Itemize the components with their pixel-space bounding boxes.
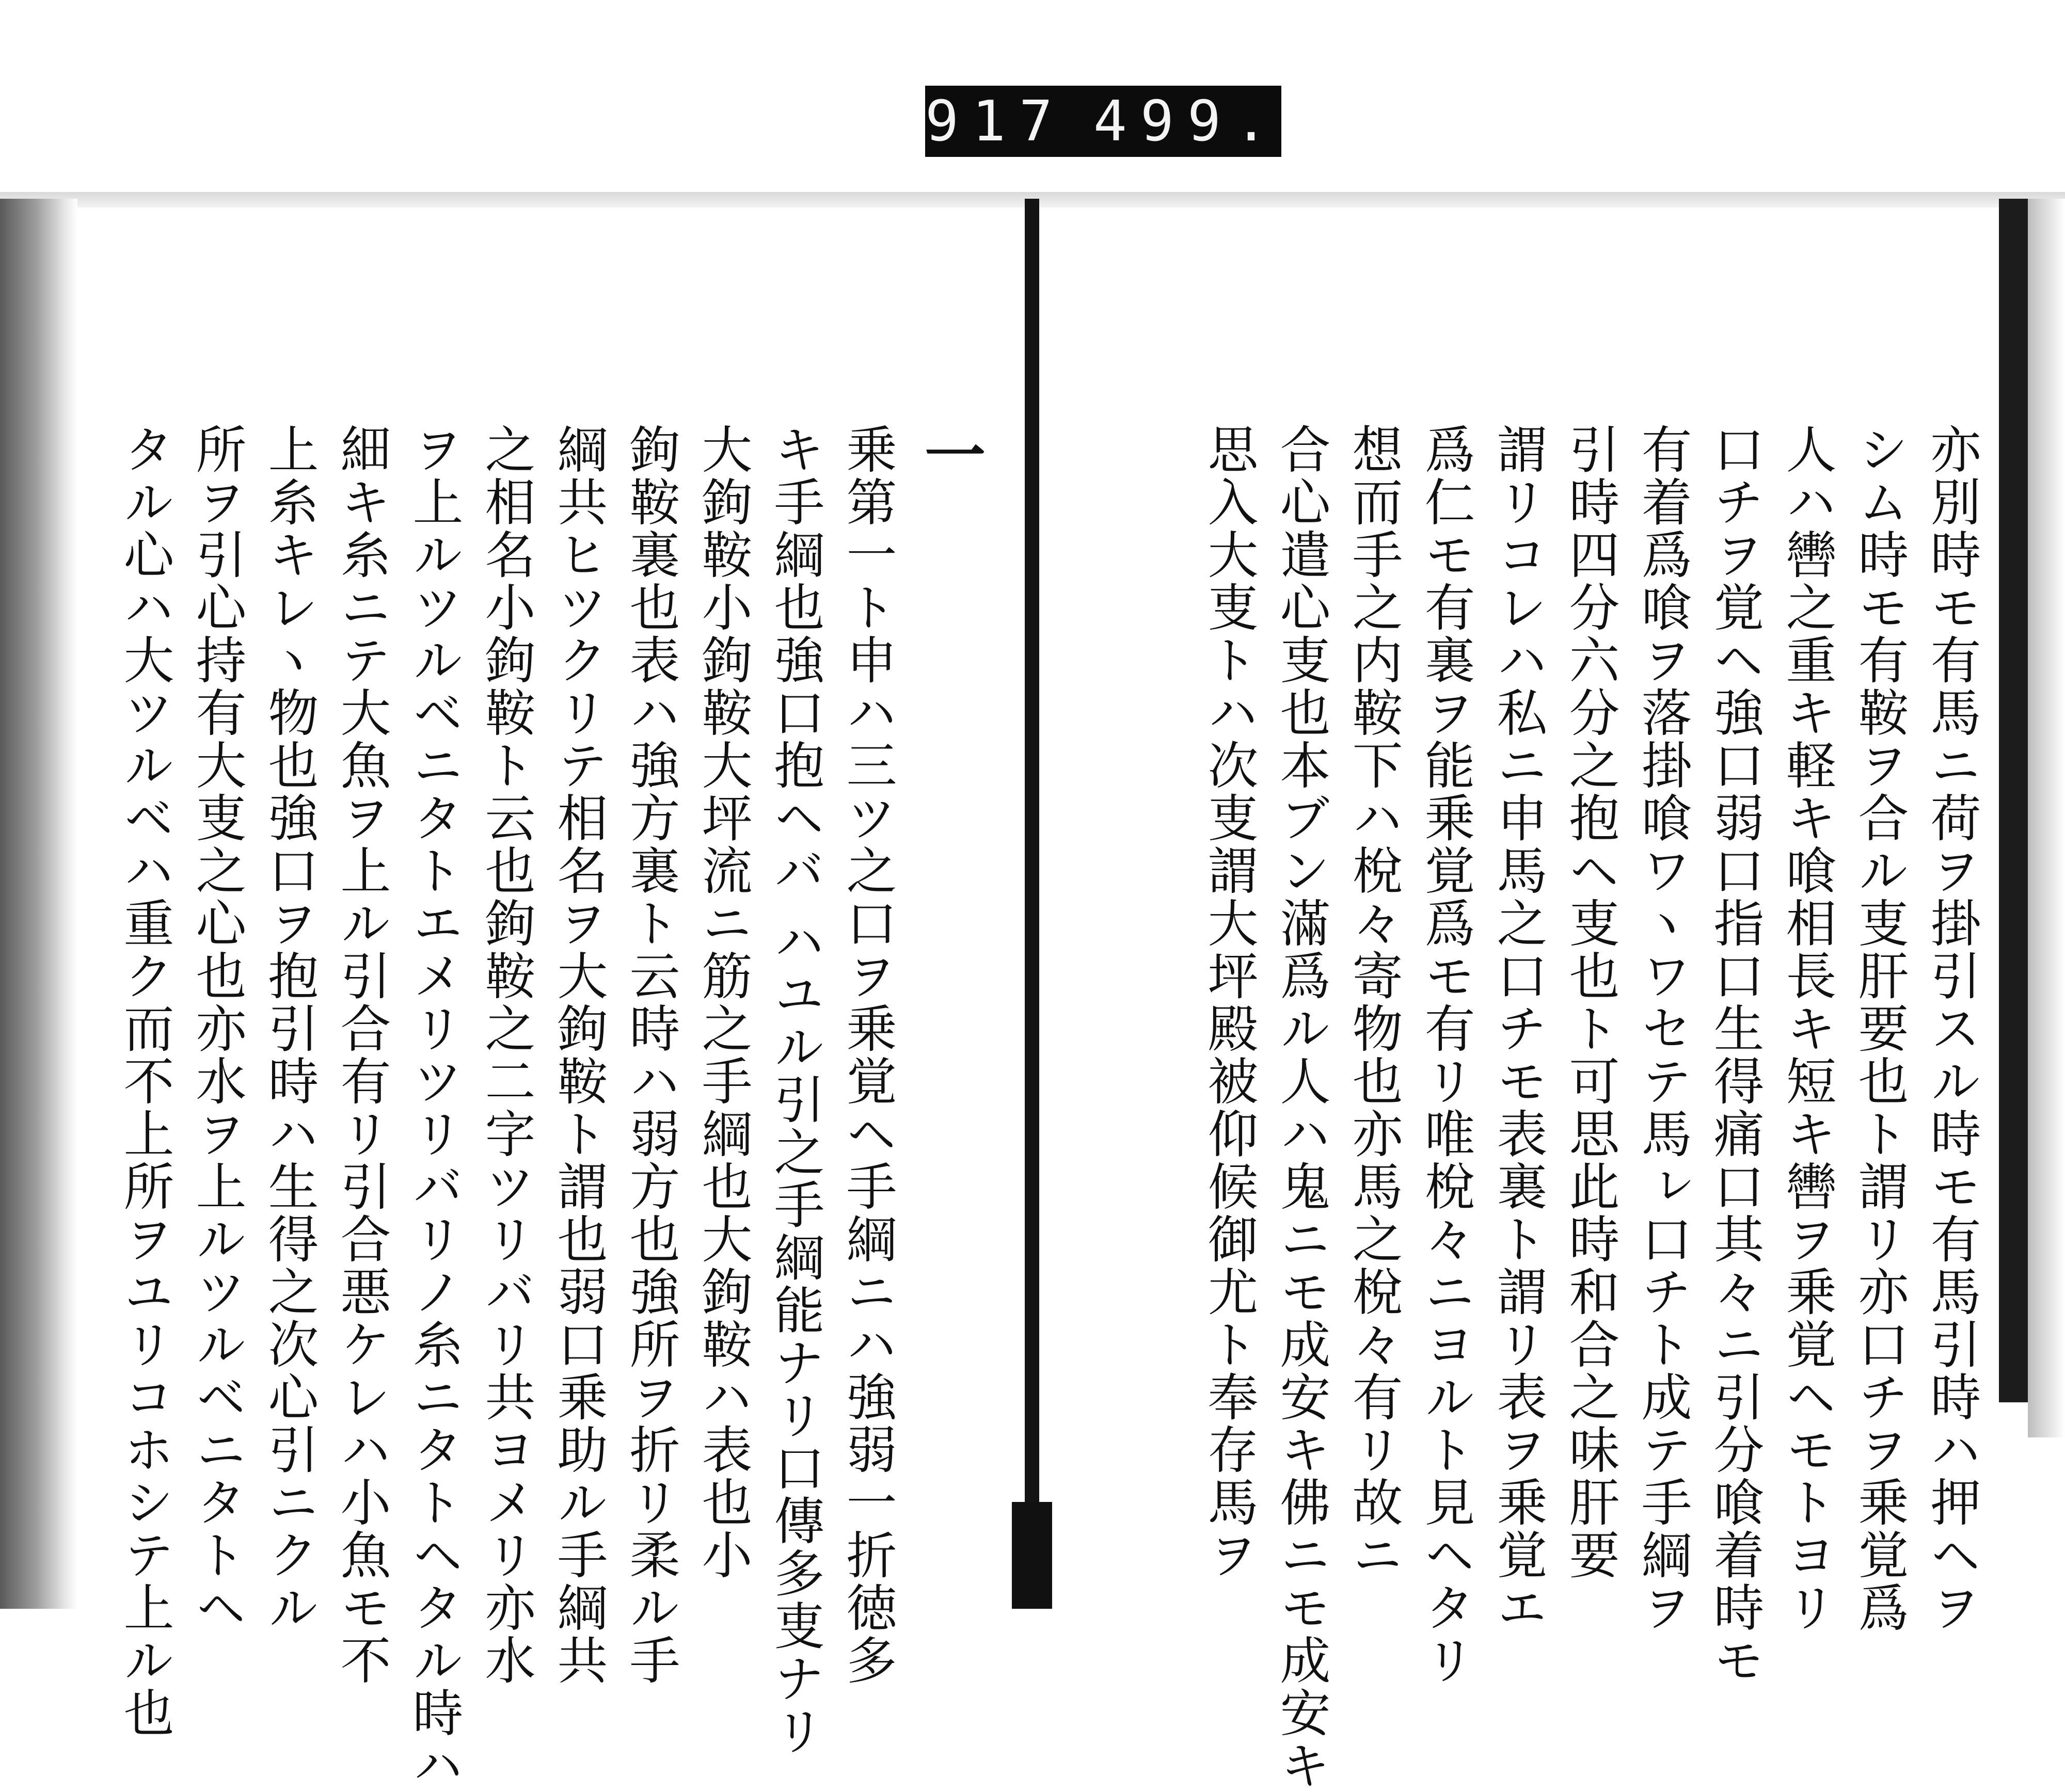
text-column: 所ヲ引心持有大叓之心也亦水ヲ上ルツルベニタトヘ <box>187 423 246 1634</box>
text-column: 鉤鞍裏也表ハ強方裏ト云時ハ弱方也強所ヲ折リ柔ル手 <box>621 423 680 1687</box>
text-column: 引時四分六分之抱ヘ叓也ト可思此時和合之味肝要 <box>1561 423 1619 1581</box>
reference-number-left: 917 <box>925 89 1067 154</box>
text-column: 人ハ轡之重キ軽キ喰相長キ短キ轡ヲ乗覚ヘモトヨリ <box>1777 423 1836 1634</box>
book-spine <box>1025 199 1039 1609</box>
text-column: 大鉤鞍小鉤鞍大坪流ニ筋之手綱也大鉤鞍ハ表也小 <box>693 423 752 1581</box>
text-column: 爲仁モ有裏ヲ能乗覚爲モ有リ唯梲々ニヨルト見ヘタリ <box>1416 423 1475 1687</box>
text-column: キ手綱也強口抱ヘバ ハユル引之手綱能ナリ口傳多叓ナリ <box>766 423 824 1758</box>
right-edge-fade <box>2028 199 2065 1437</box>
text-column: 口チヲ覚ヘ強口弱口指口生得痛口其々ニ引分喰着時モ <box>1705 423 1764 1687</box>
text-column: 合心遣心叓也本ブン滿爲ル人ハ鬼ニモ成安キ佛ニモ成安キ <box>1272 423 1330 1792</box>
text-column: 有着爲喰ヲ落掛喰ワヽワセテ馬ㇾ口チト成テ手綱ヲ <box>1633 423 1692 1634</box>
left-page-text <box>77 423 996 1792</box>
text-column: 細キ糸ニテ大魚ヲ上ル引合有リ引合悪ケレハ小魚モ不 <box>332 423 391 1687</box>
text-column: タル心ハ大ツルベハ重ク而不上所ヲユリコホシテ上ル也 <box>115 423 174 1739</box>
text-column: 綱共ヒツクリテ相名ヲ大鉤鞍ト謂也弱口乗助ル手綱共 <box>549 423 608 1687</box>
right-page-text <box>1089 423 1988 1792</box>
text-column: ヲ上ルツルベニタトエメリツリバリノ糸ニタトヘタル時ハ <box>404 423 463 1792</box>
text-column: 亦別時モ有馬ニ荷ヲ掛引スル時モ有馬引時ハ押ヘヲ <box>1922 423 1981 1634</box>
reference-number-label <box>925 86 1281 157</box>
text-column: 謂リコレハ私ニ申馬之口チモ表裏ト謂リ表ヲ乗覚エ <box>1488 423 1547 1634</box>
book-spine-base <box>1012 1502 1052 1609</box>
reference-number-right: 499. <box>1093 89 1281 154</box>
left-page-shadow <box>0 199 77 1609</box>
text-column: 思入大叓トハ次叓謂大坪殿被仰候御尤ト奉存馬ヲ <box>1199 423 1258 1581</box>
right-book-edge <box>1999 199 2028 1402</box>
text-column: 乗第一ト申ハ三ツ之口ヲ乗覚ヘ手綱ニハ強弱一折徳多 <box>838 423 897 1687</box>
section-heading: 一 <box>914 423 986 486</box>
text-column: 想而手之内鞍下ハ梲々寄物也亦馬之梲々有リ故ニ <box>1344 423 1403 1581</box>
text-column: 之相名小鉤鞍ト云也鉤鞍之二字ツリバリ共ヨメリ亦水 <box>476 423 535 1687</box>
text-column: シム時モ有鞍ヲ合ル叓肝要也ト謂リ亦口チヲ乗覚爲 <box>1850 423 1909 1634</box>
text-column: 上糸キレヽ物也強口ヲ抱引時ハ生得之次心引ニクル <box>260 423 319 1634</box>
